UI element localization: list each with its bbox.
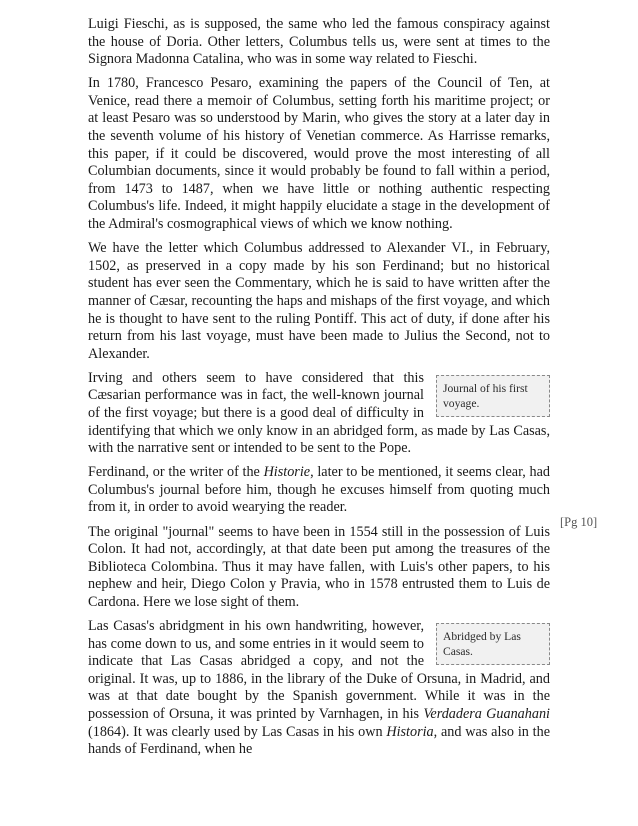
ferdinand-text-1: Ferdinand, or the writer of the <box>88 464 264 481</box>
lascasas-text-3: , and was also in the hands of Ferdinand, when he <box>88 723 550 758</box>
lascasas-text-2: (1864). It was clearly used by Las Casas in his own <box>88 723 387 740</box>
paragraph-pesaro: In 1780, Francesco Pesaro, examining the papers of the Council of Ten, at Venice, read there a memoir of Columbus, setting forth his maritime project; or at least Pesaro was so understood by Marin, who gives the story at a later day in the seventh volume of his history of Venetian commerce. As Harrisse remarks, this paper, if it could be discovered, would prove the most interesting of all Columbian documents, since it would probably be found to fall within a period, from 1473 to 1487, when we have little or nothing authentic respecting Columbus's life. Indeed, it might happily elucidate a stage in the development of the Admiral's cosmographical views of which we know nothing. <box>88 75 550 233</box>
ferdinand-title-historie: Historie <box>263 464 311 481</box>
lascasas-title-historia: Historia <box>386 723 434 740</box>
paragraph-irving-text: Irving and others seem to have considered that this Cæsarian performance was in fact, the well-known journal of the first voyage; but there is a good deal of difficulty in identifying that which we only know in an abridged form, as made by Las Casas, with the narrative sent or intended to be sent to the Pope. <box>88 369 550 457</box>
paragraph-original-journal: The original "journal" seems to have been in 1554 still in the possession of Luis Colon. It had not, accordingly, at that date been put among the treasures of the Biblioteca Colombina. Thus it may have fallen, with Luis's other papers, to his nephew and heir, Diego Colon y Pravia, who in 1578 entrusted them to Luis de Cardona. Here we lose sight of them. <box>88 523 550 610</box>
page-body <box>88 16 550 765</box>
paragraph-lascasas <box>88 618 550 759</box>
sidenote-abridged: Abridged by Las Casas. <box>436 623 550 665</box>
paragraph-fieschi: Luigi Fieschi, as is supposed, the same who led the famous conspiracy against the house of Doria. Other letters, Columbus tells us, were sent at times to the Signora Madonna Catalina, who was in some way related to Fieschi. <box>88 16 550 68</box>
lascasas-title-verdadera: Verdadera Guanahani <box>423 705 550 722</box>
sidenote-journal: Journal of his first voyage. <box>436 375 550 417</box>
lascasas-text-1: Las Casas's abridgment in his own handwriting, however, has come down to us, and some entries in it would seem to indicate that Las Casas abridged a copy, and not the original. It was, up to 1886, in the library of the Duke of Orsuna, in Madrid, and was at that date bought by the Spanish government. While it was in the possession of Orsuna, it was printed by Varnhagen, in his <box>88 618 550 722</box>
paragraph-ferdinand <box>88 464 550 517</box>
ferdinand-text-2: , later to be mentioned, it seems clear, had Columbus's journal before him, though he excuses himself from quoting much from it, in order to avoid wearying the reader. <box>88 464 551 516</box>
page-number: [Pg 10] <box>560 515 598 529</box>
paragraph-irving <box>88 370 550 458</box>
paragraph-letter: We have the letter which Columbus addressed to Alexander VI., in February, 1502, as preserved in a copy made by his son Ferdinand; but no historical student has ever seen the Commentary, which he is said to have written after the manner of Cæsar, recounting the haps and mishaps of the first voyage, and which he is thought to have sent to the ruling Pontiff. This act of duty, if done after his return from his last voyage, must have been made to Julius the Second, not to Alexander. <box>88 240 550 362</box>
